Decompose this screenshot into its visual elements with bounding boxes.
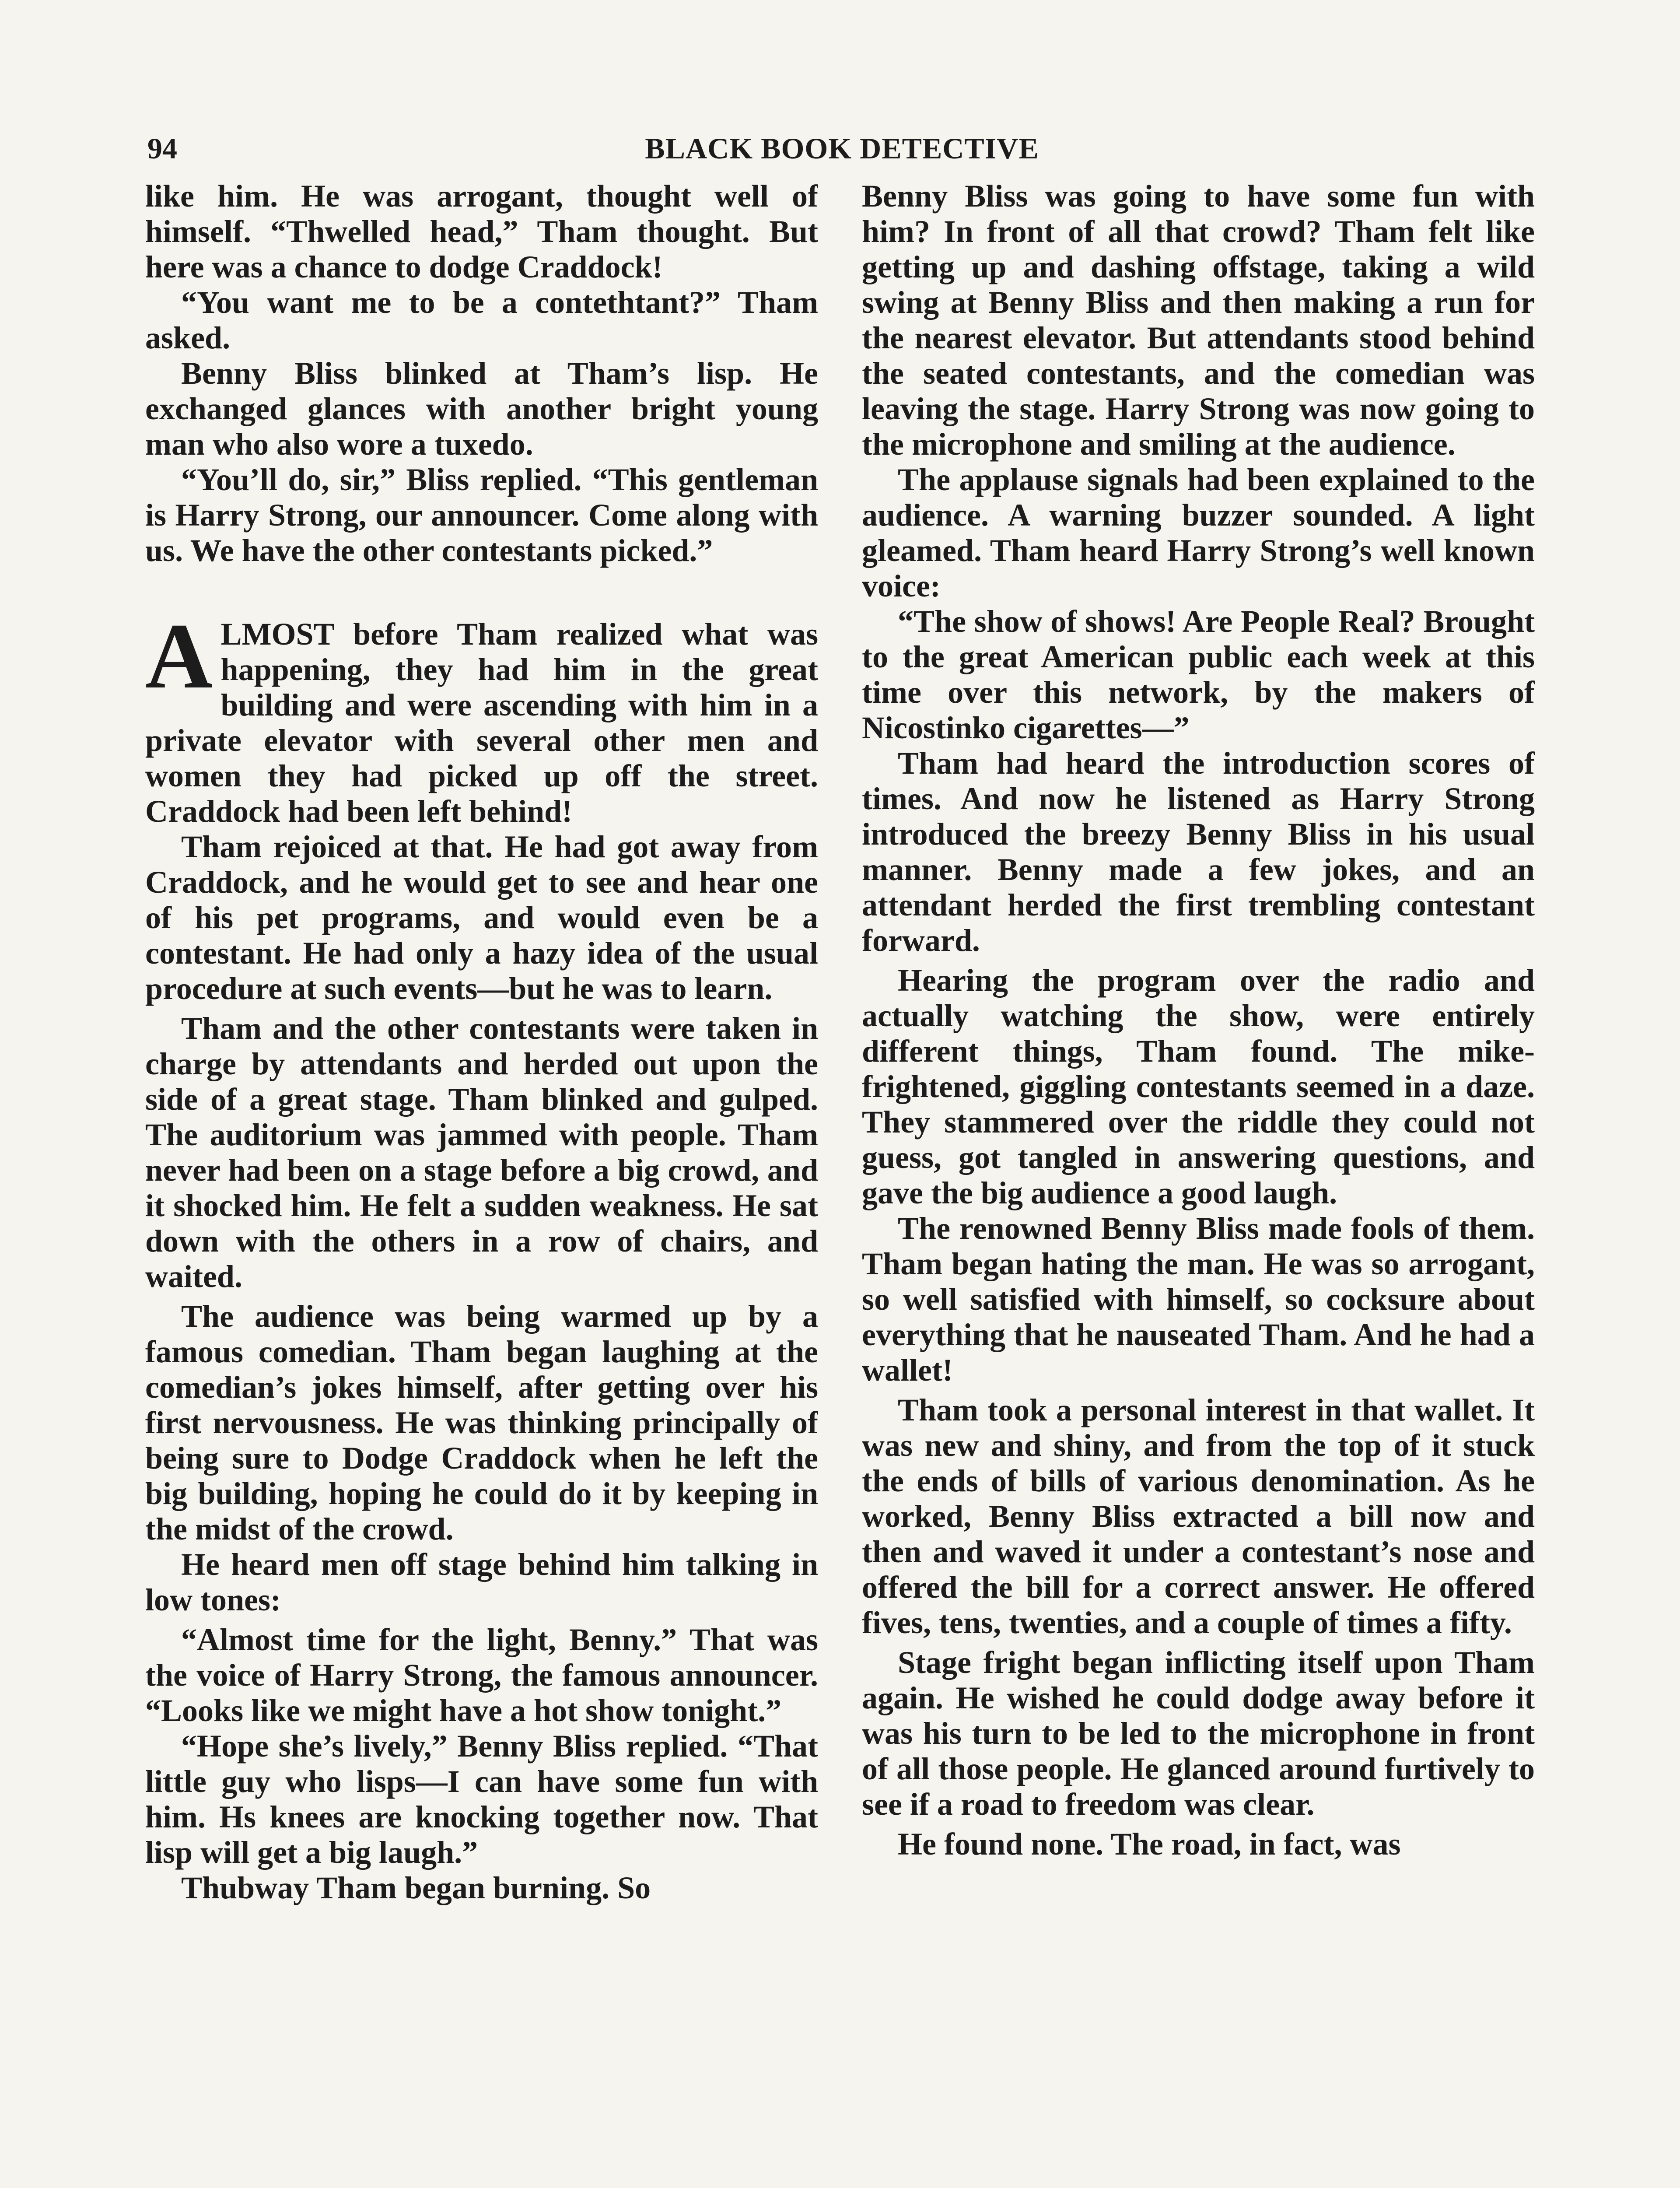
right-column (862, 179, 1535, 2188)
paragraph-text: LMOST before Tham realized what was happening, they had him in the great building and were ascending with him in a private elevator with several other men and women they had picked up off the street. Craddock had been left behind! (145, 617, 818, 829)
paragraph: The applause signals had been explained to the audience. A warning buzzer sounded. A light gleamed. Tham heard Harry Strong’s well known voice: (862, 462, 1535, 603)
running-title: BLACK BOOK DETECTIVE (645, 132, 1039, 165)
paragraph: “Almost time for the light, Benny.” That was the voice of Harry Strong, the famous announcer. “Looks like we might have a hot show tonight.” (145, 1622, 818, 1728)
left-column (145, 179, 818, 2188)
paragraph: “You want me to be a contethtant?” Tham asked. (145, 285, 818, 355)
paragraph: “Hope she’s lively,” Benny Bliss replied. “That little guy who lisps—I can have some fun with him. Hs knees are knocking together now. That lisp will get a big laugh.” (145, 1729, 818, 1870)
paragraph: Tham and the other contestants were taken in charge by attendants and herded out upon the side of a great stage. Tham blinked and gulped. The auditorium was jammed with people. Tham never had been on a stage before a big crowd, and it shocked him. He felt a sudden weakness. He sat down with the others in a row of chairs, and waited. (145, 1011, 818, 1294)
paragraph: The audience was being warmed up by a famous comedian. Tham began laughing at the comedian’s jokes himself, after getting over his first nervousness. He was thinking principally of being sure to Dodge Craddock when he left the big building, hoping he could do it by keeping in the midst of the crowd. (145, 1299, 818, 1546)
drop-cap: A (145, 604, 213, 708)
paragraph: He found none. The road, in fact, was (898, 1827, 1401, 1862)
paragraph: Benny Bliss was going to have some fun with him? In front of all that crowd? Tham felt like getting up and dashing offstage, taking a wild swing at Benny Bliss and then making a run for the nearest elevator. But attendants stood behind the seated contestants, and the comedian was leaving the stage. Harry Strong was now going to the microphone and smiling at the audience. (862, 179, 1535, 462)
paragraph: Thubway Tham began burning. So (181, 1870, 651, 1905)
paragraph: Tham rejoiced at that. He had got away from Craddock, and he would get to see and hear one of his pet programs, and would even be a contestant. He had only a hazy idea of the usual procedure at such events—but he was to learn. (145, 829, 818, 1006)
paragraph: Tham had heard the introduction scores of times. And now he listened as Harry Strong introduced the breezy Benny Bliss in his usual manner. Benny made a few jokes, and an attendant herded the first trembling contestant forward. (862, 746, 1535, 958)
page-number: 94 (147, 132, 177, 165)
paragraph: Benny Bliss blinked at Tham’s lisp. He exchanged glances with another bright young man who also wore a tuxedo. (145, 356, 818, 462)
paragraph: The renowned Benny Bliss made fools of them. Tham began hating the man. He was so arrogant, so well satisfied with himself, so cocksure about everything that he nauseated Tham. And he had a wallet! (862, 1211, 1535, 1388)
paragraph: He heard men off stage behind him talking in low tones: (145, 1547, 818, 1617)
paragraph: like him. He was arrogant, thought well of himself. “Thwelled head,” Tham thought. But here was a chance to dodge Craddock! (145, 179, 818, 284)
paragraph: Tham took a personal interest in that wallet. It was new and shiny, and from the top of it stuck the ends of bills of various denomination. As he worked, Benny Bliss extracted a bill now and then and waved it under a contestant’s nose and offered the bill for a correct answer. He offered fives, tens, twenties, and a couple of times a fifty. (862, 1392, 1535, 1640)
paragraph: “You’ll do, sir,” Bliss replied. “This gentleman is Harry Strong, our announcer. Come along with us. We have the other contestants picked.” (145, 462, 818, 568)
section-opening-paragraph (145, 604, 818, 829)
page-header (147, 131, 1536, 171)
paragraph: “The show of shows! Are People Real? Brought to the great American public each week at this time over this network, by the makers of Nicostinko cigarettes—” (862, 604, 1535, 745)
paragraph: Stage fright began inflicting itself upon Tham again. He wished he could dodge away before it was his turn to be led to the microphone in front of all those people. He glanced around furtively to see if a road to freedom was clear. (862, 1645, 1535, 1822)
paragraph: Hearing the program over the radio and actually watching the show, were entirely different things, Tham found. The mike-frightened, giggling contestants seemed in a daze. They stammered over the riddle they could not guess, got tangled in answering questions, and gave the big audience a good laugh. (862, 963, 1535, 1210)
